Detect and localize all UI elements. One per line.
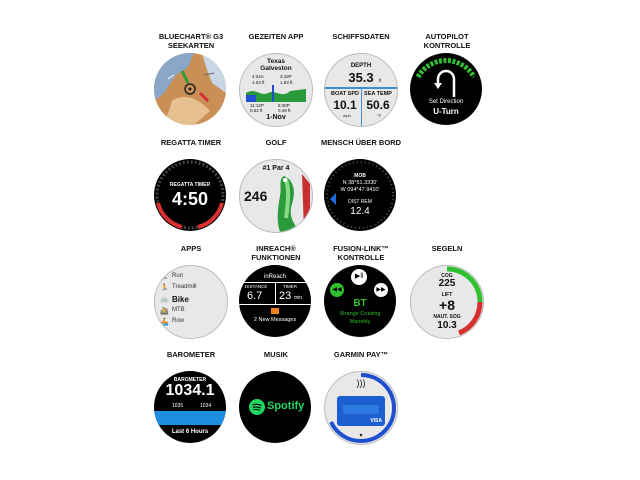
tide-time-br: 6:30P [278,103,290,108]
watch-mob[interactable] [324,159,396,231]
watch-fusion[interactable] [324,265,396,337]
treadmill-icon: 🏃 [160,285,169,292]
watch-barometer[interactable] [154,371,226,443]
list-item[interactable] [158,295,224,307]
watch-apps[interactable] [154,265,228,339]
inreach-messages[interactable]: 2 New Messages [253,317,297,323]
label-fusion: FUSION-LINK™ KONTROLLE [333,244,389,262]
watch-schiffsdaten[interactable] [324,53,398,127]
baro-value: 1034.1 [165,382,215,399]
label-bluechart: BLUECHART® G3 SEEKARTEN [158,32,224,50]
bike-icon: 🚲 [160,296,169,303]
divider [275,282,276,304]
baro-high: 1034 [200,403,212,409]
sail-sog-label: NAUT. SOG [433,314,461,320]
label-gezeiten: GEZEITEN APP [248,32,304,41]
sail-cog-value: 225 [438,278,456,289]
depth-label: DEPTH [350,63,372,69]
depth-value: 35.3 [348,70,374,85]
mob-dist-value: 12.4 [350,206,370,217]
inreach-timer-unit: min [294,295,303,301]
golf-hole: #1 Par 4 [262,165,290,172]
inreach-title: inReach [263,274,286,280]
label-apps: APPS [180,244,202,253]
baro-low: 1035 [172,403,184,409]
next-button[interactable]: ▶▶ [374,283,388,297]
inreach-distance-value: 6.7 [247,290,263,302]
mob-lat: N 38°51.3330' [342,180,378,186]
sail-sog-value: 10.3 [437,320,457,331]
watch-regatta[interactable] [154,159,226,231]
label-autopilot: AUTOPILOT KONTROLLE [423,32,471,50]
label-garminpay: GARMIN PAY™ [333,350,389,359]
row-icon: 🚣 [160,319,169,326]
sea-temp-label: SEA TEMP [364,91,392,97]
play-pause-button[interactable]: ▶‖ [351,269,367,285]
app-label: MTB [172,307,185,313]
sail-cog-label: COG [441,273,453,279]
watch-inreach[interactable] [239,265,311,337]
list-item[interactable] [158,284,224,295]
watch-bluechart[interactable] [154,53,226,125]
fusion-line2: Mariebly [349,319,371,325]
list-item[interactable] [158,307,224,318]
tide-ft-left: 1.03 ft [252,80,265,85]
regatta-time: 4:50 [171,189,209,209]
spotify-brand: Spotify [267,400,305,412]
autopilot-line2: U-Turn [433,107,459,116]
tide-time-right: 3:18P [280,74,292,79]
boat-spd-unit: mph [343,113,351,118]
tide-place2: Galveston [260,65,292,72]
tide-graph [246,85,306,102]
spotify-icon [249,399,265,415]
watch-golf[interactable] [239,159,313,233]
chevron-down-icon[interactable]: ▾ [359,433,363,439]
watch-autopilot[interactable] [410,53,482,125]
list-item[interactable] [158,273,224,284]
label-inreach: INREACH® FUNKTIONEN [251,244,301,262]
watch-segeln[interactable] [410,265,484,339]
card-brand: VISA [370,418,382,424]
regatta-title: REGATTA TIMER [169,182,211,188]
fusion-line1: Strange Cruising [339,311,381,317]
mob-lon: W 094°47.9410' [340,187,380,193]
mob-title: MOB [354,173,366,179]
divider [239,304,311,305]
sea-temp-value: 50.6 [366,98,390,112]
previous-button[interactable]: ◀◀ [330,283,344,297]
boat-spd-value: 10.1 [333,98,357,112]
run-icon: 🏃 [160,274,169,281]
sail-lift-label: LIFT [441,292,453,298]
chart-map-icon [154,53,226,125]
watch-musik[interactable] [239,371,311,443]
app-label: Row [172,318,185,324]
sea-temp-unit: °F [377,113,382,118]
baro-title: BAROMETER [173,377,207,383]
contactless-icon: ))) [356,378,366,388]
tide-time-left: 4:24A [252,74,264,79]
baro-graph [154,411,226,425]
inreach-timer-value: 23 [279,290,292,302]
inreach-timer-label: TIMER [283,284,297,289]
label-golf: GOLF [265,138,287,147]
tide-ft-br: 0.49 ft [278,108,291,113]
fusion-source: BT [353,298,367,309]
mob-dist-label: DIST REM [348,199,372,205]
label-schiffsdaten: SCHIFFSDATEN [332,32,390,41]
golf-distance: 246 [244,188,268,204]
inreach-distance-label: DISTANCE [245,284,268,289]
app-label: Run [172,273,184,279]
apps-list [158,273,224,329]
watch-gezeiten[interactable] [239,53,313,127]
app-label: Treadmill [172,284,197,290]
compass-ring [324,159,396,231]
watch-garminpay[interactable] [324,371,398,445]
label-segeln: SEGELN [431,244,463,253]
tide-ft-right: 1.93 ft [280,80,293,85]
depth-unit: ft [379,78,382,83]
sail-lift-value: +8 [439,297,455,313]
tide-ft-bl: 0.62 ft [250,108,263,113]
tide-time-bl: 11:12P [250,103,264,108]
label-mob: MENSCH ÜBER BORD [320,138,401,147]
label-regatta: REGATTA TIMER [160,138,222,147]
payment-card[interactable] [337,396,385,426]
autopilot-line1: Set Direction [428,99,464,105]
label-barometer: BAROMETER [166,350,216,359]
card-stripe [343,405,379,414]
boat-spd-label: BOAT SPD [330,91,359,97]
golf-hole-map [270,174,310,232]
app-label: Bike [172,295,189,304]
baro-footer: Last 6 Hours [171,429,209,435]
list-item[interactable] [158,318,224,329]
tide-place1: Texas [267,58,285,65]
mtb-icon: 🚵 [160,308,169,315]
message-icon [271,308,279,314]
label-musik: MUSIK [263,350,289,359]
tide-date: 1-Nov [266,114,286,121]
